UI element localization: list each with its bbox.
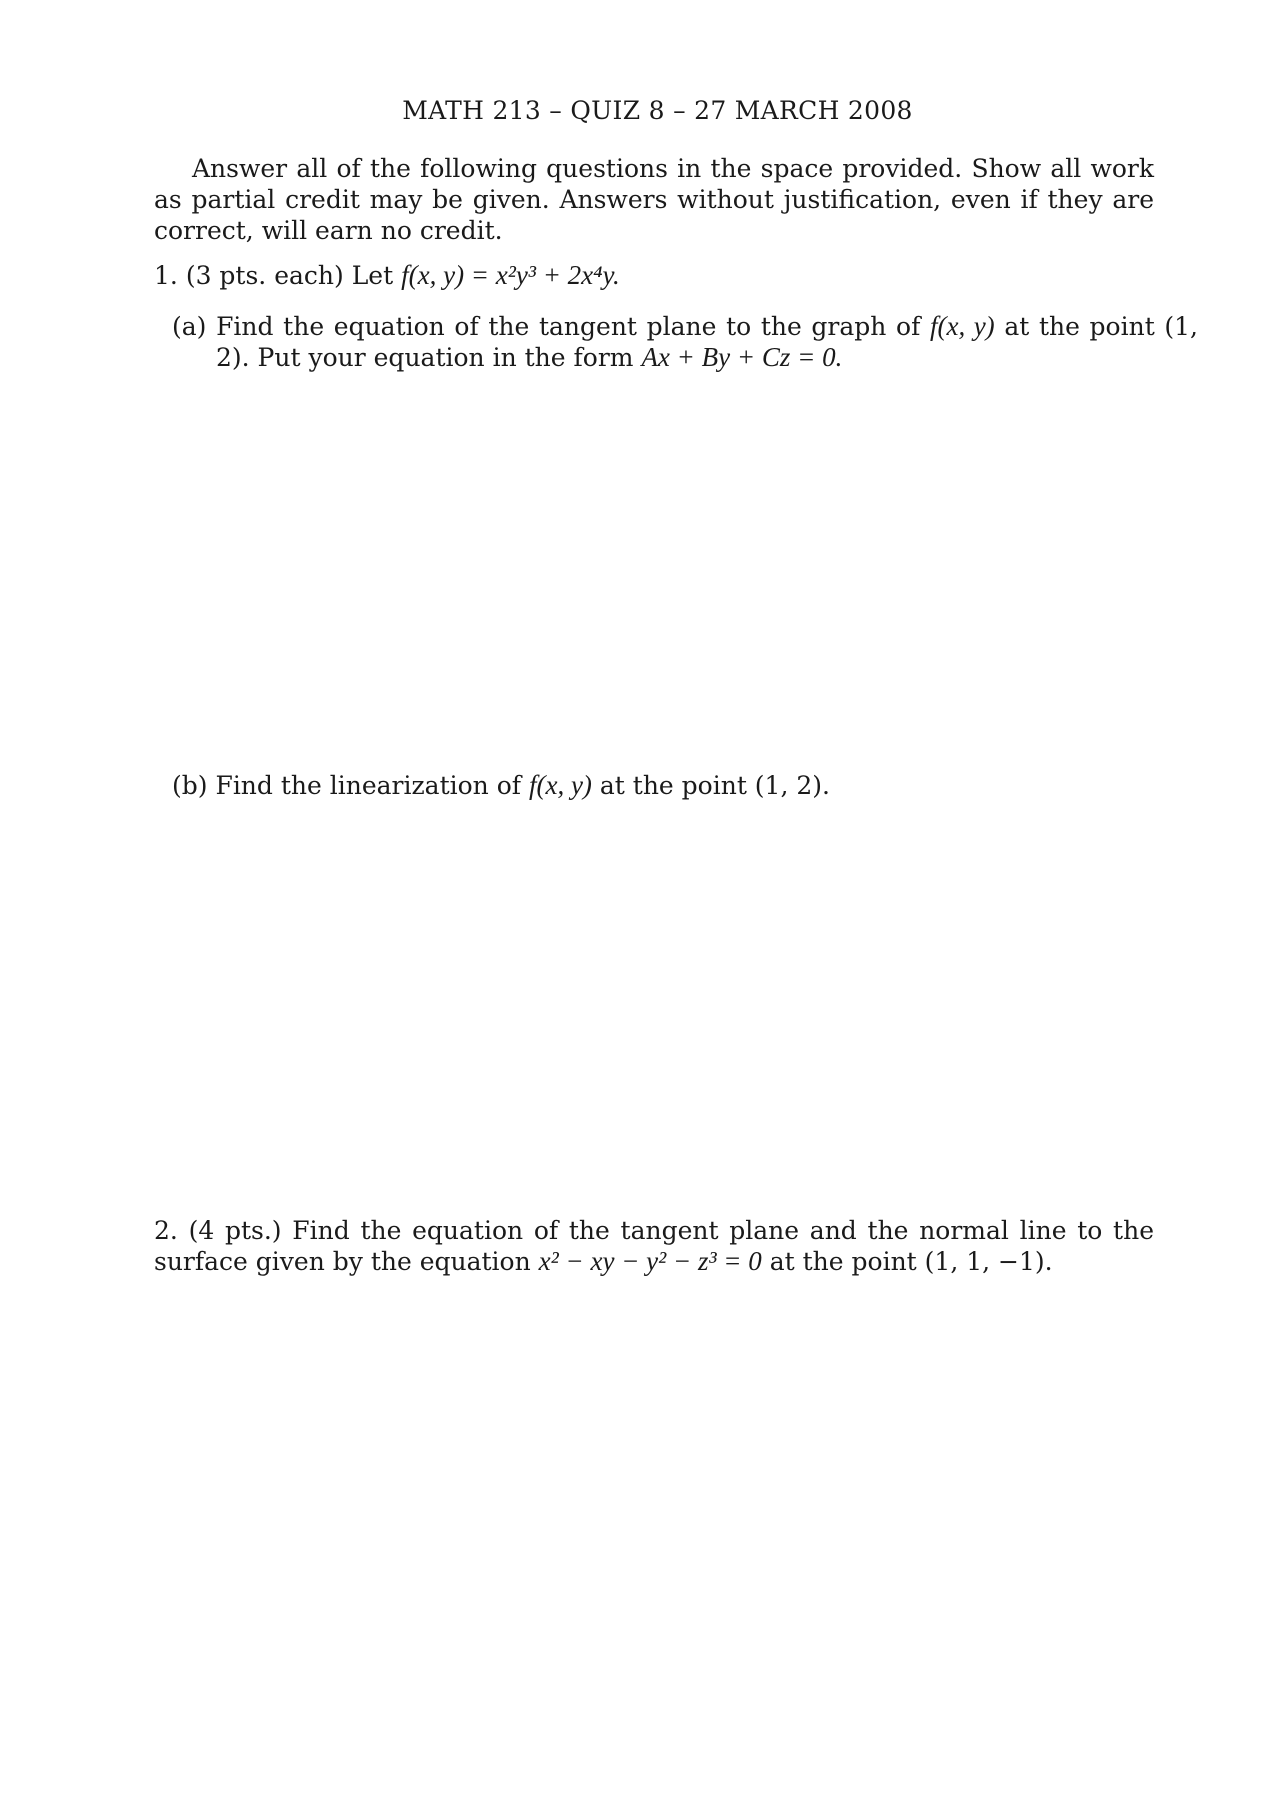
question-1-function: f(x, y) = x²y³ + 2x⁴y.	[401, 260, 620, 290]
question-2-points: (4 pts.)	[188, 1216, 282, 1245]
question-1a-label: (a)	[172, 312, 207, 341]
question-2-equation: x² − xy − y² − z³ = 0	[538, 1246, 762, 1276]
question-1b-text: Find the linearization of	[215, 771, 522, 800]
question-1b-function: f(x, y)	[528, 770, 592, 800]
question-2-text: Find the equation of the tangent plane and the normal line to the surface given by the equation	[154, 1216, 1155, 1276]
question-1b-text-after: at the point (1, 2).	[599, 771, 830, 800]
question-2-number: 2.	[154, 1216, 178, 1245]
question-1b	[172, 770, 1198, 801]
question-2-text-after: at the point (1, 1, −1).	[769, 1247, 1053, 1276]
instructions: Answer all of the following questions in the space provided. Show all work as partial credit may be given. Answers without justification, even if they are correct, will earn no credit.	[154, 154, 1154, 245]
page-title: MATH 213 – QUIZ 8 – 27 MARCH 2008	[402, 96, 913, 125]
question-1a-function: f(x, y)	[930, 311, 995, 341]
question-1a-form: Ax + By + Cz = 0.	[641, 342, 843, 372]
question-1a-text-middle: at the point (1, 2). Put your equation in the form	[216, 312, 1198, 372]
question-1-lead: Let	[351, 261, 394, 290]
question-1-number: 1.	[154, 261, 178, 290]
question-2	[154, 1215, 1154, 1277]
question-1b-label: (b)	[172, 771, 208, 800]
question-1a	[172, 311, 1198, 373]
question-1-points: (3 pts. each)	[185, 261, 344, 290]
question-1a-text: Find the equation of the tangent plane to the graph of	[216, 312, 921, 341]
question-1	[154, 260, 1154, 291]
